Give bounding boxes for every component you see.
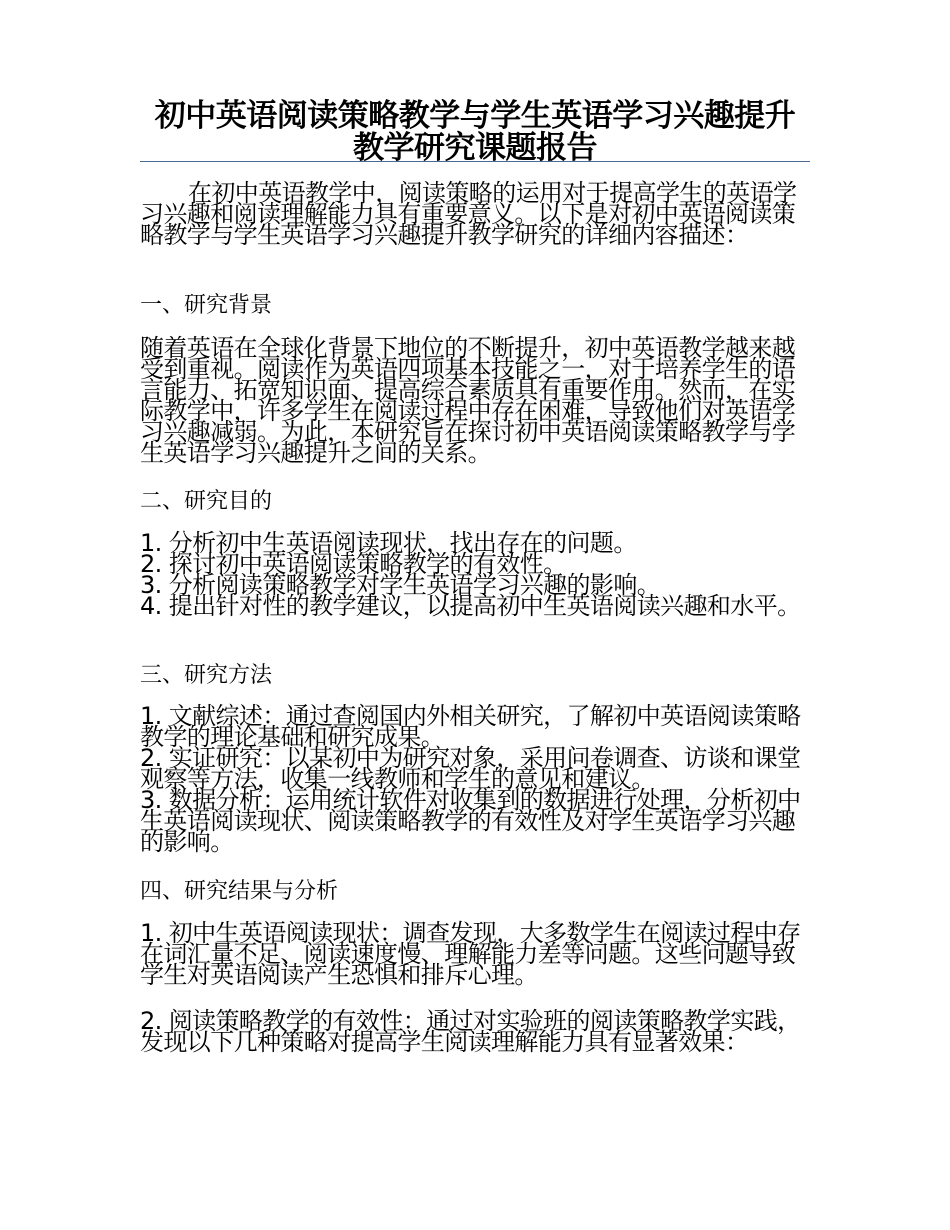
- list-item: 4. 提出针对性的教学建议，以提高初中生英语阅读兴趣和水平。: [140, 592, 801, 620]
- section-heading-results: 四、研究结果与分析: [140, 879, 339, 904]
- list-item: 1. 文献综述：通过查阅国内外相关研究，了解初中英语阅读策略教学的理论基础和研究成果。: [140, 702, 801, 751]
- section-heading-methods: 三、研究方法: [140, 663, 273, 688]
- list-item: 3. 数据分析：运用统计软件对收集到的数据进行处理，分析初中生英语阅读现状、阅读策略教学的有效性及对学生英语学习兴趣的影响。: [140, 786, 801, 856]
- methods-list: [140, 702, 812, 856]
- section-heading-background: 一、研究背景: [140, 293, 273, 318]
- purpose-list: [140, 529, 812, 620]
- background-paragraph: 随着英语在全球化背景下地位的不断提升，初中英语教学越来越受到重视。阅读作为英语四项基本技能之一，对于培养学生的语言能力、拓宽知识面、提高综合素质具有重要作用。然而，在实际教学中，许多学生在阅读过程中存在困难，导致他们对英语学习兴趣减弱。为此，本研究旨在探讨初中英语阅读策略教学与学生英语学习兴趣提升之间的关系。: [140, 334, 796, 467]
- title-underline: [140, 161, 810, 162]
- list-item: 3. 分析阅读策略教学对学生英语学习兴趣的影响。: [140, 571, 661, 599]
- document-title: 初中英语阅读策略教学与学生英语学习兴趣提升教学研究课题报告: [154, 98, 796, 166]
- intro-paragraph: 在初中英语教学中，阅读策略的运用对于提高学生的英语学习兴趣和阅读理解能力具有重要意义。以下是对初中英语阅读策略教学与学生英语学习兴趣提升教学研究的详细内容描述：: [140, 179, 797, 249]
- section-heading-purpose: 二、研究目的: [140, 489, 273, 514]
- list-item: 2. 实证研究：以某初中为研究对象，采用问卷调查、访谈和课堂观察等方法，收集一线教师和学生的意见和建议。: [140, 744, 801, 793]
- list-item: 1. 分析初中生英语阅读现状，找出存在的问题。: [140, 529, 637, 557]
- results-paragraph-1: 1. 初中生英语阅读现状：调查发现，大多数学生在阅读过程中存在词汇量不足、阅读速度慢、理解能力差等问题。这些问题导致学生对英语阅读产生恐惧和排斥心理。: [140, 919, 801, 989]
- list-item: 2. 探讨初中英语阅读策略教学的有效性。: [140, 550, 567, 578]
- results-paragraph-2: 2. 阅读策略教学的有效性：通过对实验班的阅读策略教学实践，发现以下几种策略对提高学生阅读理解能力具有显著效果：: [140, 1007, 801, 1056]
